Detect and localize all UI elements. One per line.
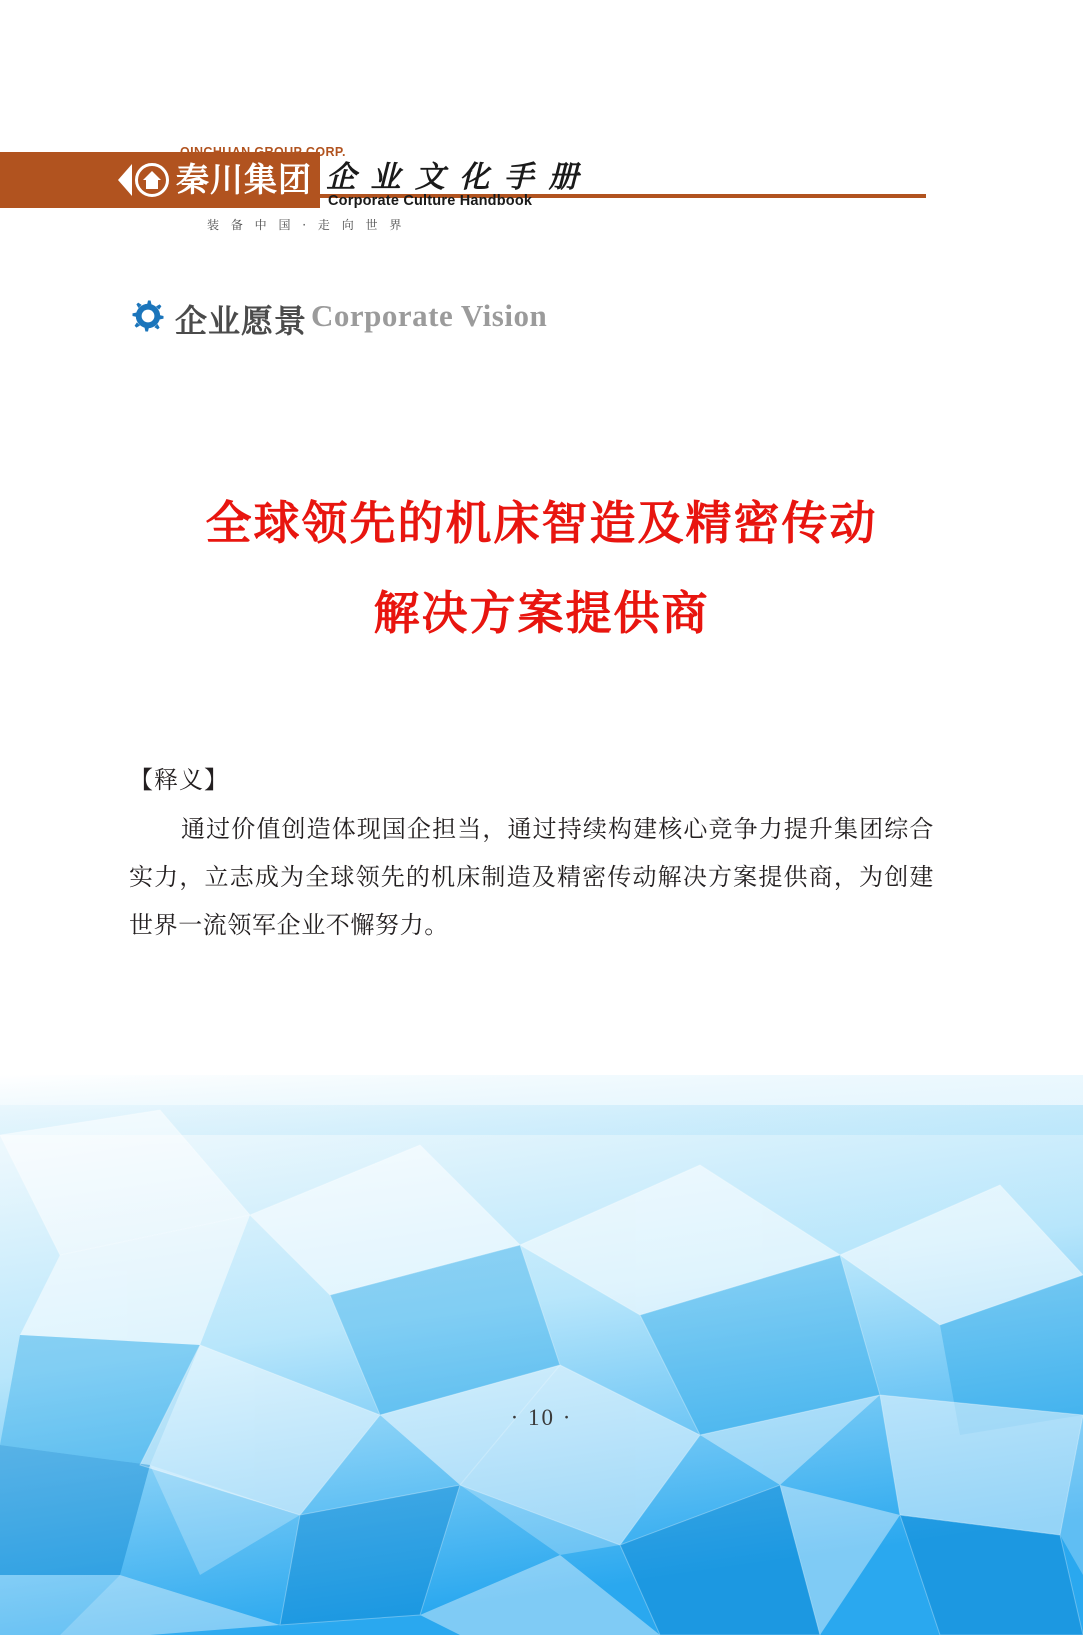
gear-icon [131, 299, 165, 333]
page-header [0, 145, 1083, 232]
vision-statement [0, 478, 1083, 658]
brand-chinese-name: 秦川集团 [176, 160, 312, 199]
vision-statement-line-1: 全球领先的机床智造及精密传动 [205, 496, 878, 550]
brand-english-name: QINCHUAN GROUP CORP. [180, 145, 346, 159]
page-number: · 10 · [510, 1405, 573, 1430]
explanation-label: 【释义】 [129, 766, 229, 794]
qinchuan-logo-icon [118, 160, 176, 200]
handbook-title-english: Corporate Culture Handbook [328, 193, 533, 209]
decorative-polygon-artwork [0, 1015, 1083, 1635]
vision-statement-line-2: 解决方案提供商 [373, 586, 710, 640]
section-title-english: Corporate Vision [311, 298, 548, 333]
section-title-chinese: 企业愿景 [175, 302, 308, 340]
handbook-title-chinese: 企 业 文 化 手 册 [326, 160, 581, 195]
explanation-body: 通过价值创造体现国企担当，通过持续构建核心竞争力提升集团综合实力，立志成为全球领先的机床制造及精密传动解决方案提供商，为创建世界一流领军企业不懈努力。 [129, 815, 934, 939]
brand-tagline: 装 备 中 国 · 走 向 世 界 [207, 218, 406, 232]
